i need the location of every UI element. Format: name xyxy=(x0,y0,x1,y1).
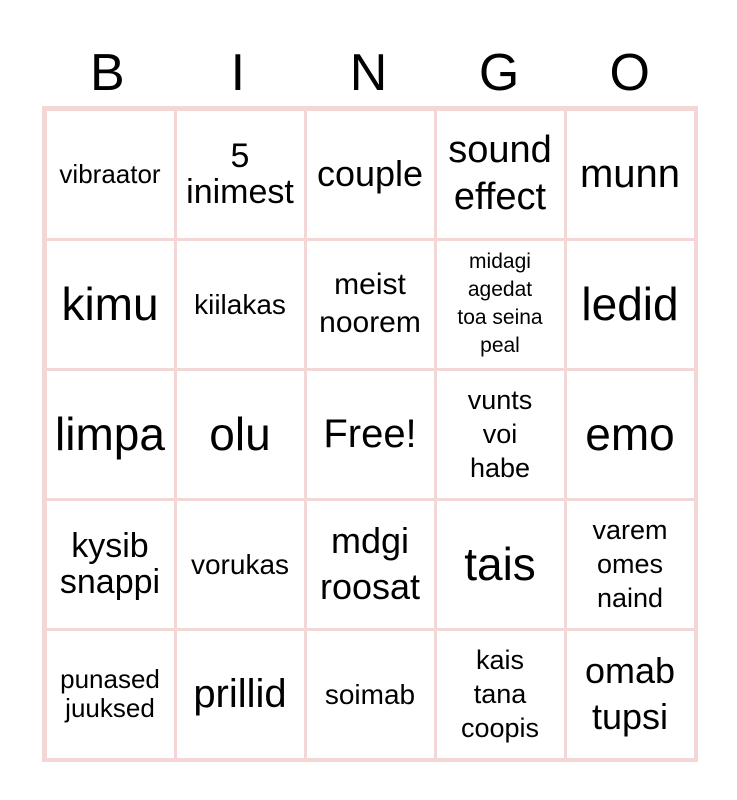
bingo-cell[interactable] xyxy=(307,241,434,368)
bingo-cell[interactable] xyxy=(307,631,434,758)
bingo-card xyxy=(42,40,695,762)
bingo-cell[interactable] xyxy=(47,631,174,758)
cell-text: sound effect xyxy=(448,129,552,218)
cell-text: munn xyxy=(579,152,681,196)
bingo-cell[interactable] xyxy=(307,111,434,238)
bingo-cell[interactable] xyxy=(437,371,564,498)
cell-text: kais tana coopis xyxy=(460,645,540,743)
bingo-cell[interactable] xyxy=(47,501,174,628)
cell-text: ledid xyxy=(581,278,679,330)
bingo-cell[interactable] xyxy=(567,111,694,238)
bingo-header xyxy=(42,40,695,106)
bingo-cell[interactable] xyxy=(567,631,694,758)
cell-text: varem omes naind xyxy=(592,515,668,613)
cell-text: 5 inimest xyxy=(186,137,294,211)
bingo-cell[interactable] xyxy=(437,111,564,238)
cell-text: limpa xyxy=(55,408,165,460)
cell-text: kiilakas xyxy=(194,288,286,320)
cell-text: tais xyxy=(464,538,536,590)
cell-text: couple xyxy=(316,153,424,194)
bingo-cell[interactable] xyxy=(177,631,304,758)
cell-text: mdgi roosat xyxy=(319,520,421,607)
cell-text: kysib snappi xyxy=(59,527,161,601)
cell-text: vibraator xyxy=(59,158,161,189)
cell-text: olu xyxy=(209,408,271,460)
cell-text: meist noorem xyxy=(319,268,421,339)
bingo-cell[interactable] xyxy=(177,111,304,238)
bingo-cell[interactable] xyxy=(567,371,694,498)
bingo-cell[interactable] xyxy=(437,241,564,368)
bingo-cell[interactable] xyxy=(437,501,564,628)
bingo-cell[interactable] xyxy=(177,241,304,368)
header-letter-g: G xyxy=(478,44,520,102)
cell-text: punased juuksed xyxy=(60,664,160,723)
cell-text: midagi agedat toa seina peal xyxy=(457,250,543,357)
header-letter-i: I xyxy=(230,44,246,102)
cell-text: vorukas xyxy=(190,548,290,580)
bingo-cell[interactable] xyxy=(307,501,434,628)
header-letter-b: B xyxy=(89,44,125,102)
bingo-cell[interactable] xyxy=(567,501,694,628)
free-space-text: Free! xyxy=(323,412,417,456)
header-letter-n: N xyxy=(349,44,388,102)
bingo-cell[interactable] xyxy=(177,371,304,498)
bingo-cell[interactable] xyxy=(177,501,304,628)
cell-text: prillid xyxy=(193,672,287,716)
header-letter-o: O xyxy=(609,44,650,102)
cell-text: omab tupsi xyxy=(584,650,676,737)
bingo-cell[interactable] xyxy=(47,111,174,238)
cell-text: vunts voi habe xyxy=(467,385,533,483)
cell-text: soimab xyxy=(324,678,416,710)
cell-text: emo xyxy=(585,408,675,460)
bingo-cell[interactable] xyxy=(437,631,564,758)
bingo-grid xyxy=(42,106,698,762)
bingo-cell[interactable] xyxy=(567,241,694,368)
bingo-cell[interactable] xyxy=(47,371,174,498)
bingo-cell[interactable] xyxy=(47,241,174,368)
free-space-cell[interactable] xyxy=(307,371,434,498)
cell-text: kimu xyxy=(61,278,159,330)
